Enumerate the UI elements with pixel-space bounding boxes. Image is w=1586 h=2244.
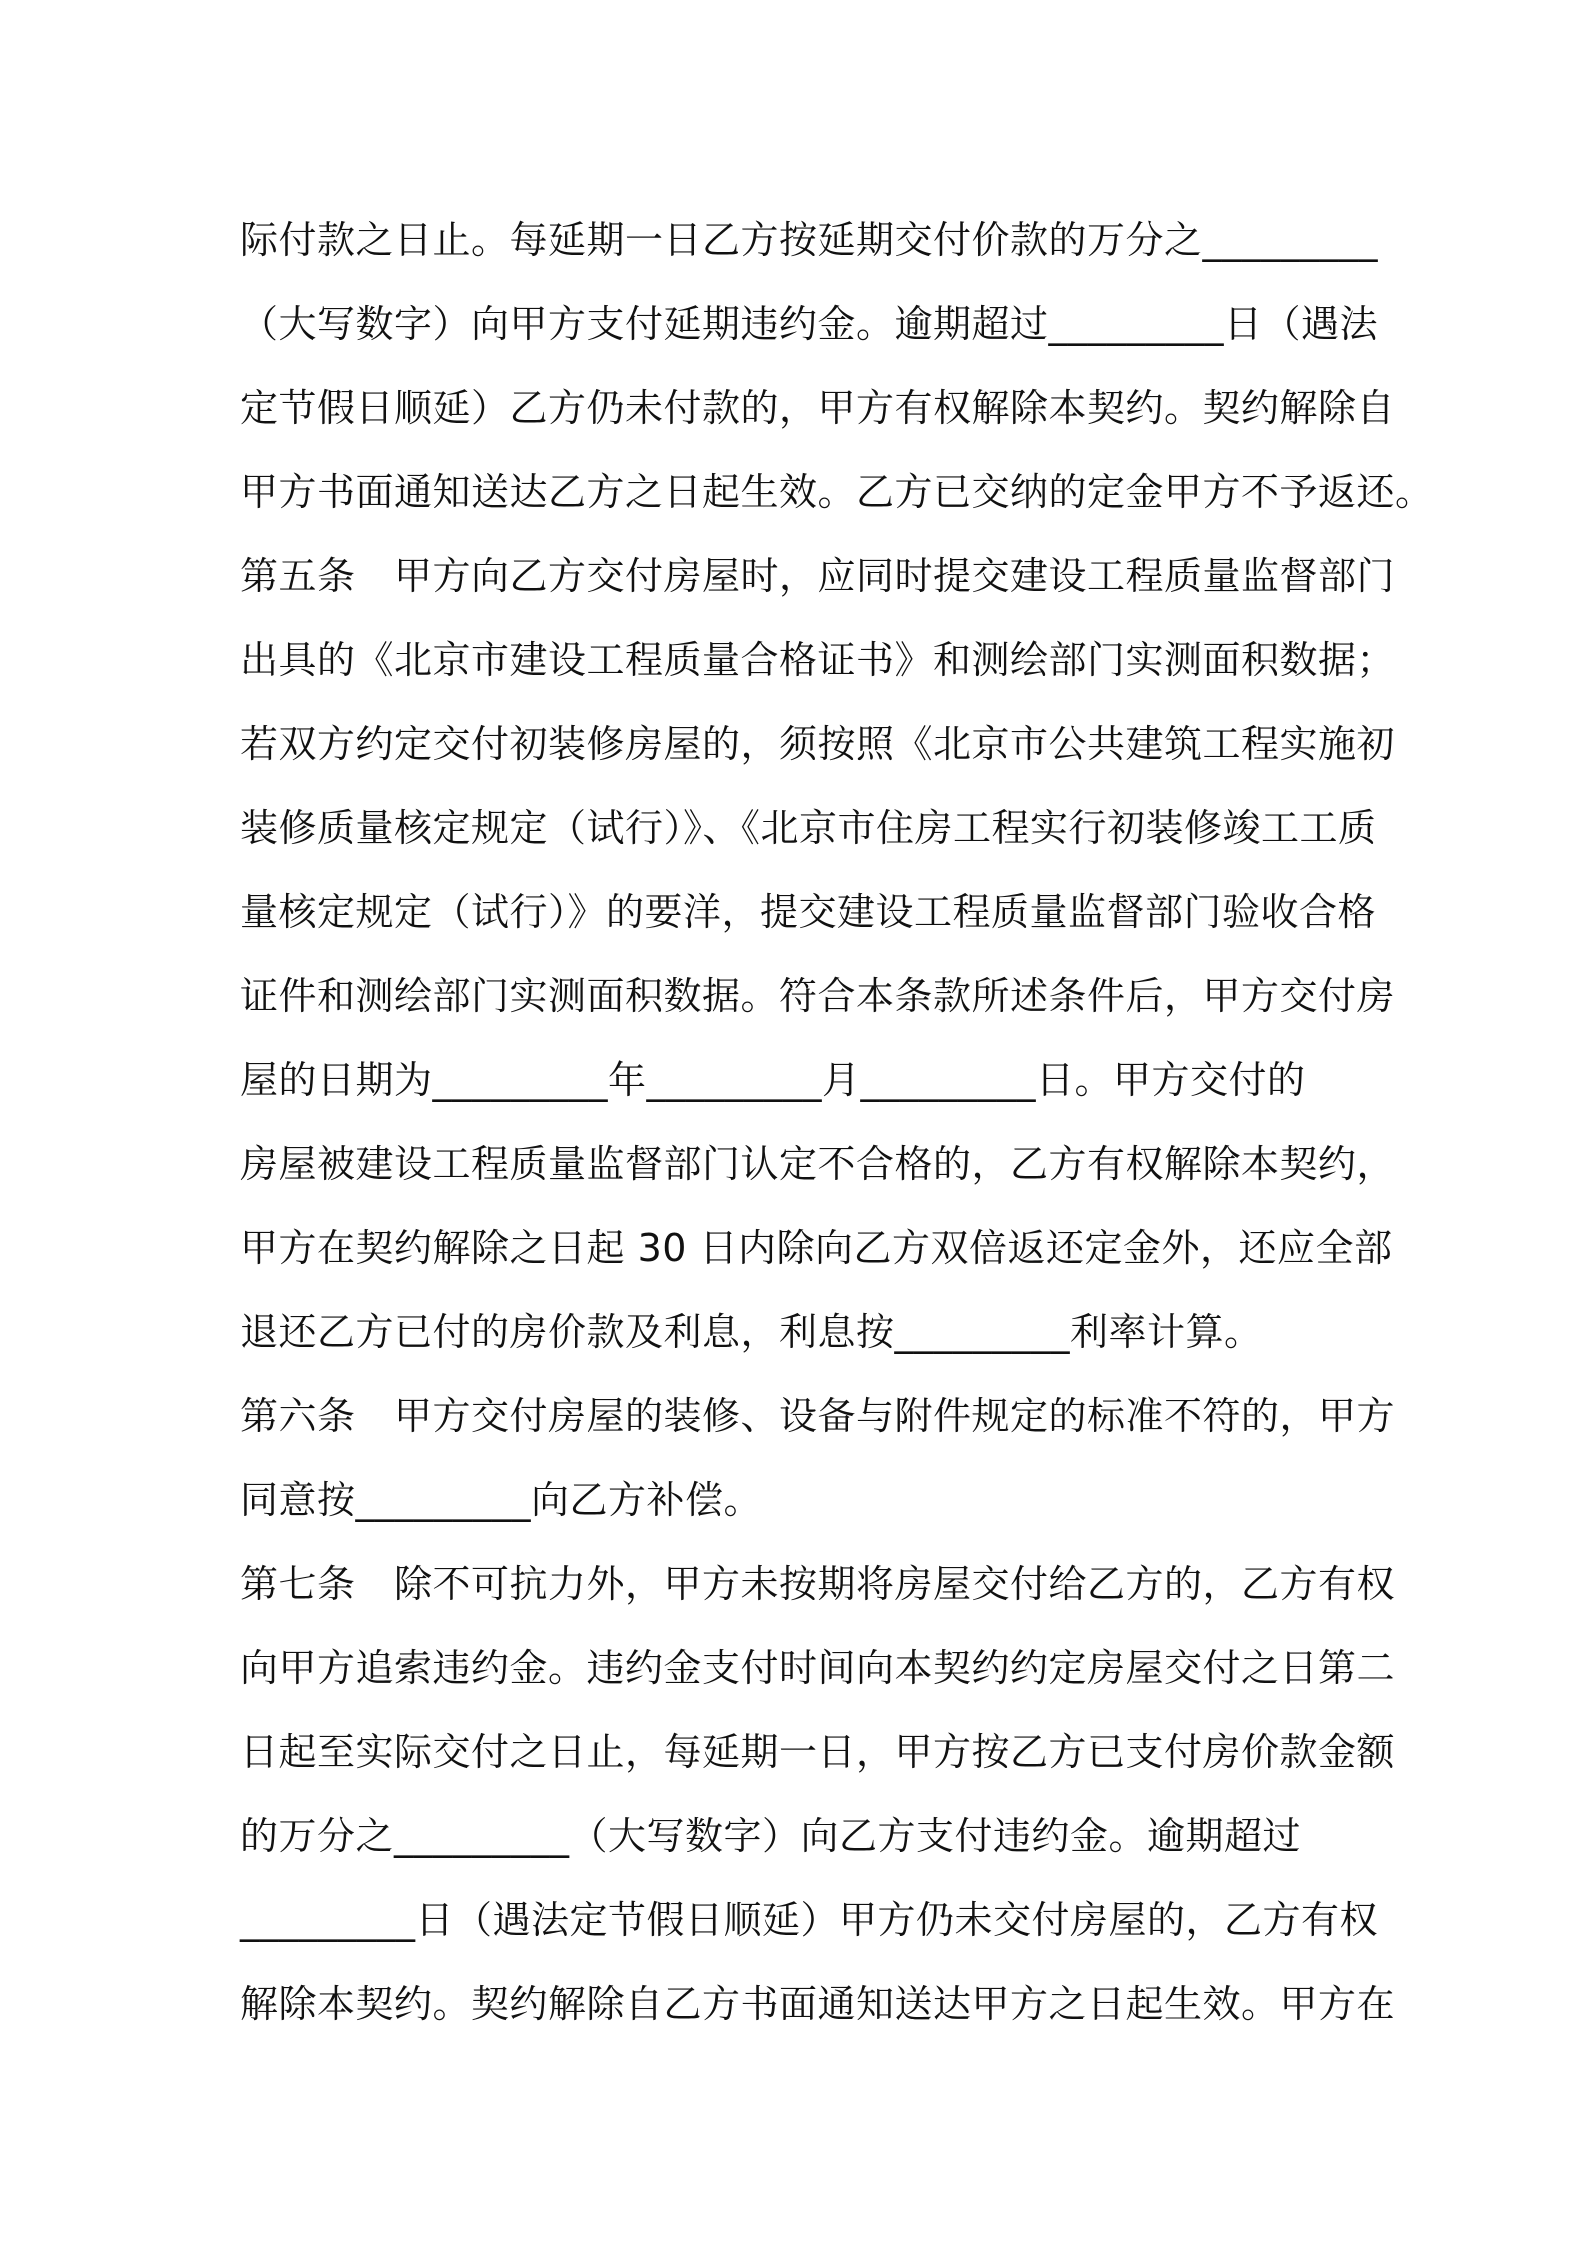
text-line-1: 际付款之日止。每延期一日乙方按延期交付价款的万分之_________ — [240, 218, 1379, 262]
text-line-18: 向甲方追索违约金。违约金支付时间向本契约约定房屋交付之日第二 — [240, 1646, 1396, 1690]
article-6-line-1: 第六条 甲方交付房屋的装修、设备与附件规定的标准不符的，甲方 — [240, 1394, 1396, 1438]
text-line-13: 甲方在契约解除之日起 30 日内除向乙方双倍返还定金外，还应全部 — [240, 1226, 1393, 1270]
text-line-16: 同意按_________向乙方补偿。 — [240, 1478, 763, 1522]
text-line-2: （大写数字）向甲方支付延期违约金。逾期超过_________日（遇法 — [240, 302, 1379, 346]
document-page — [240, 198, 1434, 2046]
text-line-20: 的万分之_________（大写数字）向乙方支付违约金。逾期超过 — [240, 1814, 1302, 1858]
text-line-12: 房屋被建设工程质量监督部门认定不合格的，乙方有权解除本契约， — [240, 1142, 1396, 1186]
text-line-6: 出具的《北京市建设工程质量合格证书》和测绘部门实测面积数据； — [240, 638, 1396, 682]
text-line-10: 证件和测绘部门实测面积数据。符合本条款所述条件后，甲方交付房 — [240, 974, 1396, 1018]
text-line-11: 屋的日期为_________年_________月_________日。甲方交付的 — [240, 1058, 1306, 1102]
text-line-4: 甲方书面通知送达乙方之日起生效。乙方已交纳的定金甲方不予返还。 — [240, 470, 1434, 514]
text-line-22: 解除本契约。契约解除自乙方书面通知送达甲方之日起生效。甲方在 — [240, 1982, 1396, 2026]
text-line-3: 定节假日顺延）乙方仍未付款的，甲方有权解除本契约。契约解除自 — [240, 386, 1396, 430]
text-line-7: 若双方约定交付初装修房屋的，须按照《北京市公共建筑工程实施初 — [240, 722, 1396, 766]
text-line-9: 量核定规定（试行）》的要洋，提交建设工程质量监督部门验收合格 — [240, 890, 1377, 934]
article-7-line-1: 第七条 除不可抗力外，甲方未按期将房屋交付给乙方的，乙方有权 — [240, 1562, 1396, 1606]
text-line-14: 退还乙方已付的房价款及利息，利息按_________利率计算。 — [240, 1310, 1263, 1354]
article-5-line-1: 第五条 甲方向乙方交付房屋时，应同时提交建设工程质量监督部门 — [240, 554, 1396, 598]
text-line-19: 日起至实际交付之日止，每延期一日，甲方按乙方已支付房价款金额 — [240, 1730, 1396, 1774]
text-line-21: _________日（遇法定节假日顺延）甲方仍未交付房屋的，乙方有权 — [240, 1898, 1379, 1942]
text-line-8: 装修质量核定规定（试行）》、《北京市住房工程实行初装修竣工工质 — [240, 806, 1377, 850]
